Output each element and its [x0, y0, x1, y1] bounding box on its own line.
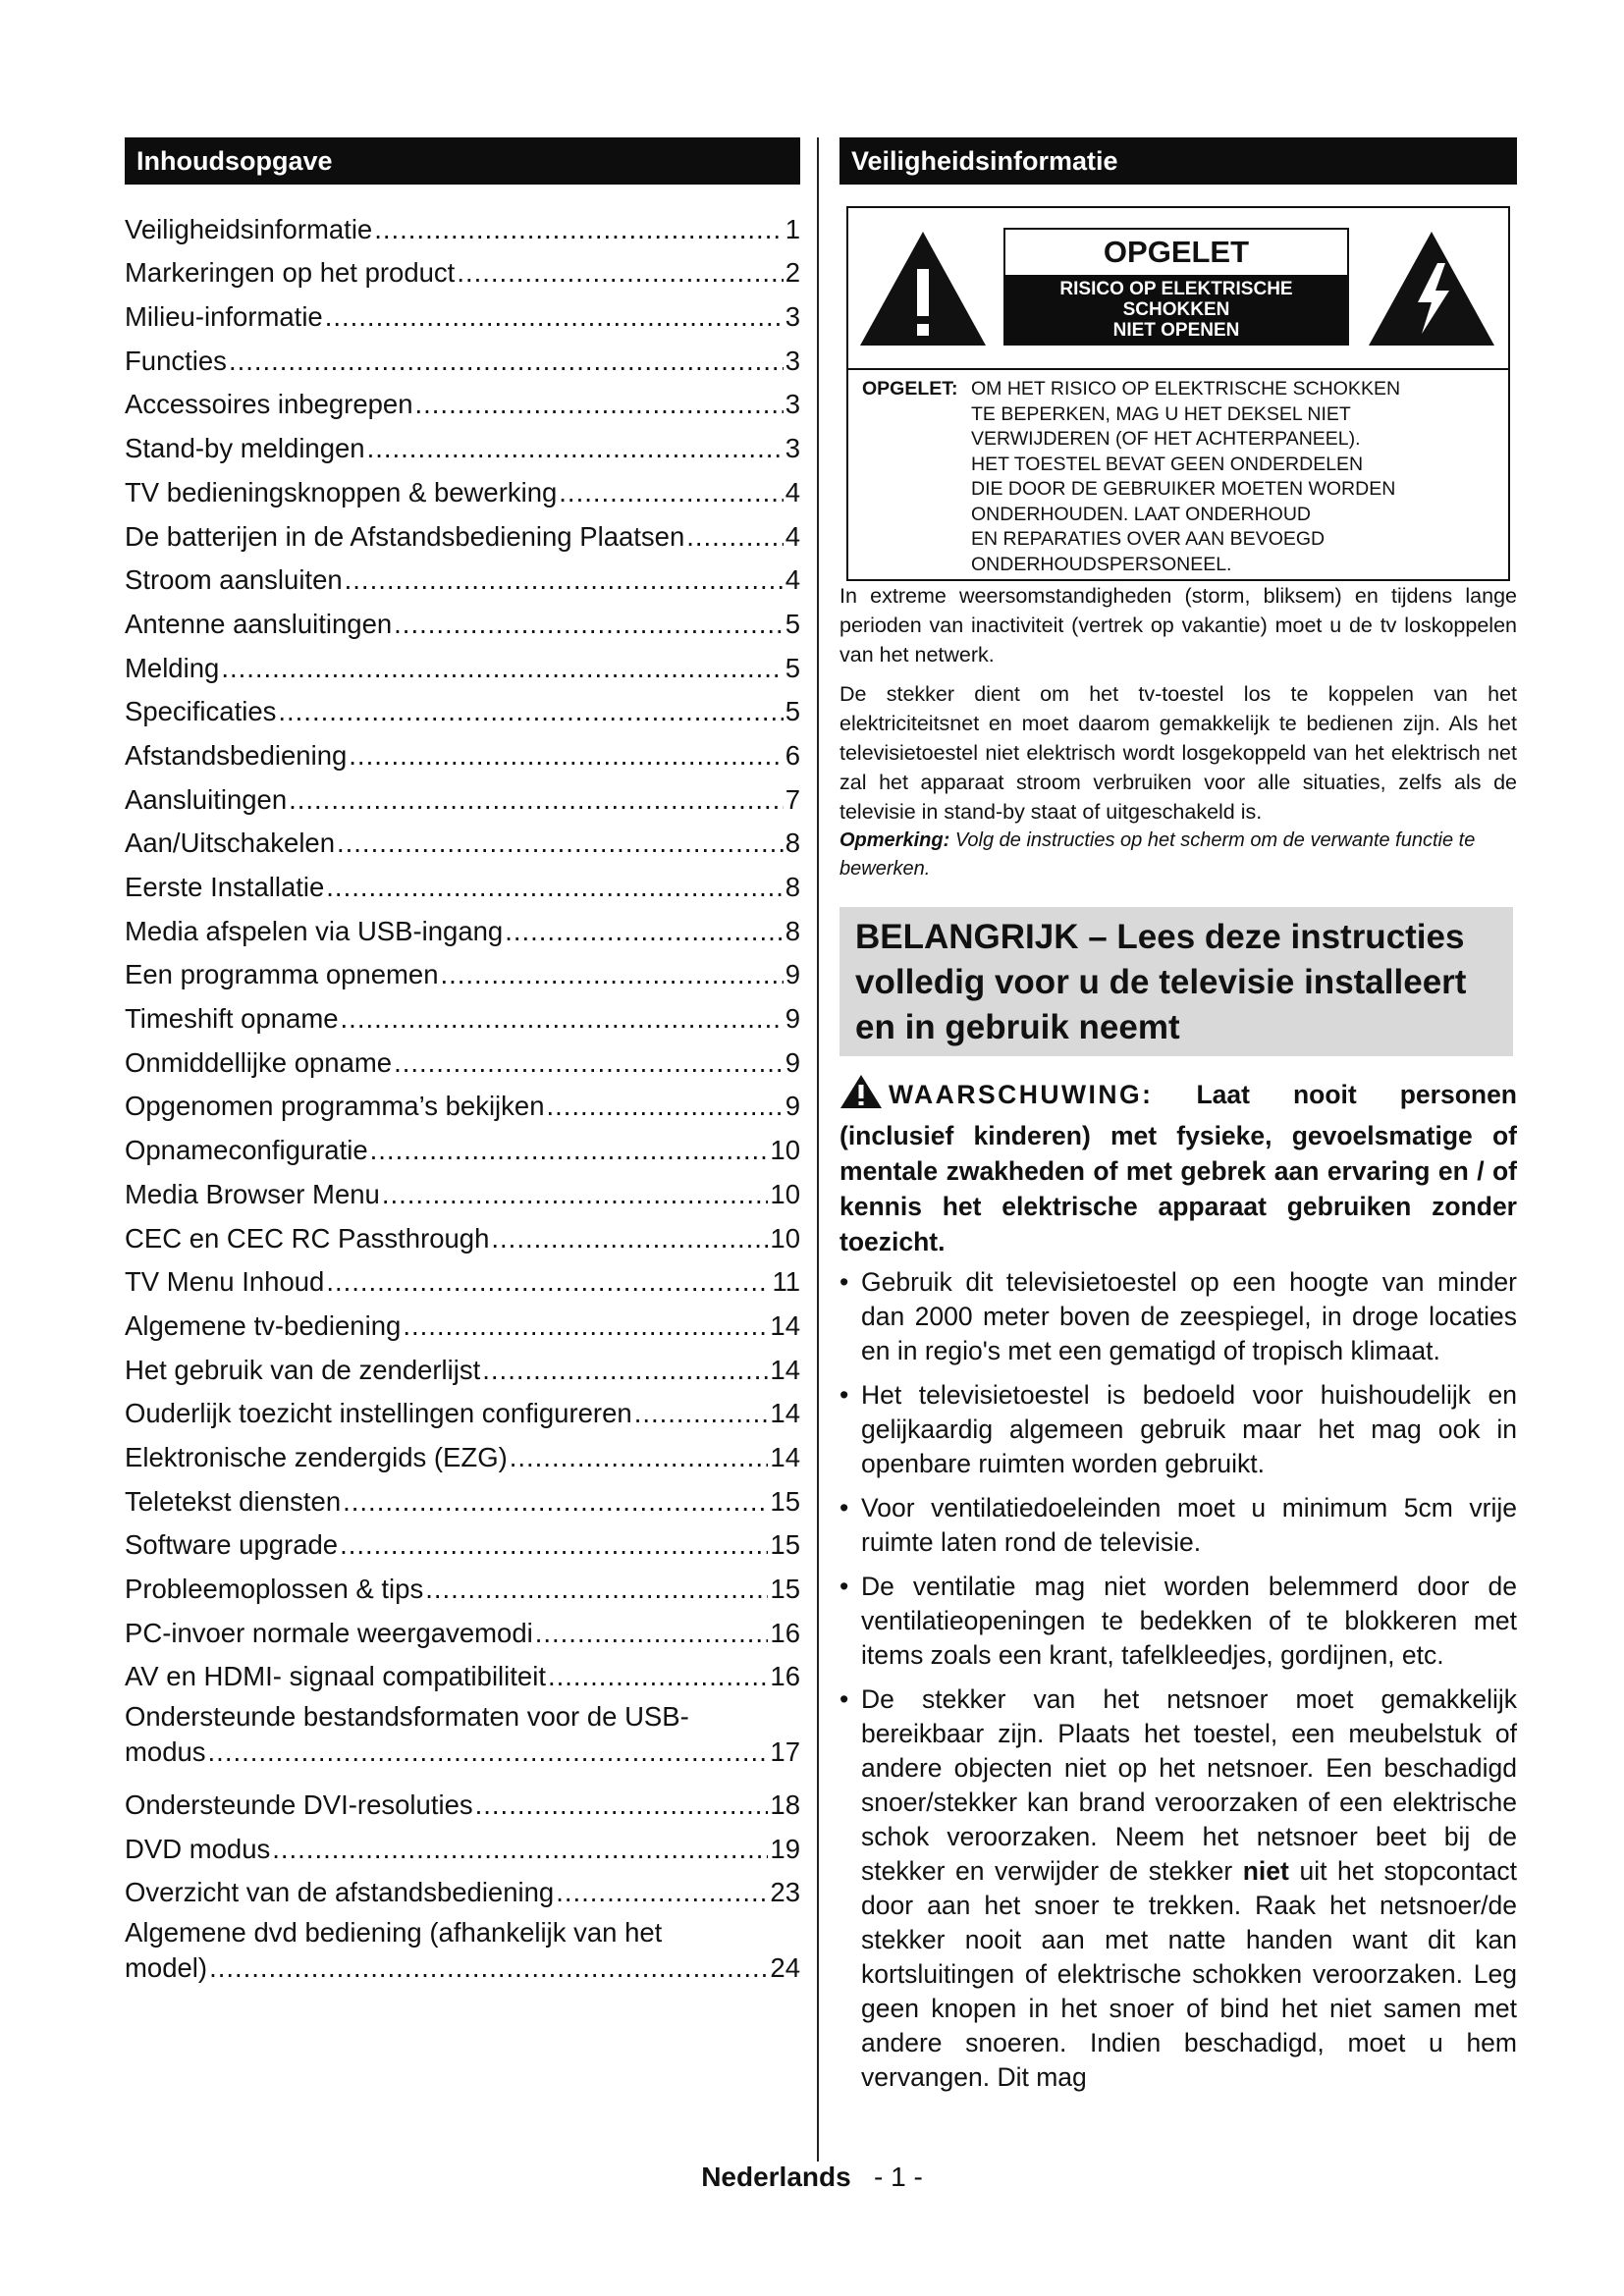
toc-entry-page: 3 [785, 433, 800, 464]
toc-entry-page: 14 [770, 1398, 800, 1429]
safety-header: Veiligheidsinformatie [839, 137, 1517, 185]
toc-entry [125, 1255, 800, 1300]
exclamation-triangle-icon [858, 230, 988, 352]
bullet-item: • Voor ventilatiedoeleinden moet u minimum 5cm vrije ruimte laten rond de televisie. [839, 1491, 1517, 1560]
toc-entry-page: 10 [770, 1135, 800, 1166]
toc-entry-title: Probleemoplossen & tips [125, 1574, 424, 1604]
toc-entry-title: Ondersteunde DVI-resoluties [125, 1789, 473, 1821]
toc-entry [125, 1519, 800, 1563]
toc-entry [125, 421, 800, 465]
toc-entry-title: Opgenomen programma’s bekijken [125, 1091, 545, 1122]
toc-entry [125, 1343, 800, 1387]
toc-entry [125, 509, 800, 554]
important-banner: BELANGRIJK – Lees deze instructies volledig voor u de televisie installeert en in gebruik neemt [839, 907, 1513, 1056]
toc-entry [125, 948, 800, 992]
toc-entry-title: Onmiddellijke opname [125, 1046, 393, 1078]
toc-dot-leader [482, 1354, 768, 1387]
toc-dot-leader [415, 388, 784, 421]
toc-entry-title: Software upgrade [125, 1529, 339, 1561]
toc-dot-leader [229, 345, 784, 378]
toc-entry-title: Stand-by meldingen [125, 433, 365, 464]
toc-entry-title: Overzicht van de afstandsbediening [125, 1877, 555, 1908]
toc-entry-title-line2: modus [125, 1736, 206, 1768]
caution-box [846, 206, 1510, 581]
toc-dot-leader [326, 871, 783, 904]
toc-entry [125, 1606, 800, 1650]
paragraph-weather: In extreme weersomstandigheden (storm, bliksem) en tijdens lange perioden van inactiviteit (vertrek op vakantie) moet u de tv loskoppelen van het netwerk. [839, 584, 1517, 667]
toc-dot-leader [535, 1617, 769, 1650]
caution-text-line-6: ONDERHOUDEN. LAAT ONDERHOUD [971, 503, 1311, 525]
toc-dot-leader [374, 213, 783, 246]
column-divider [817, 137, 819, 2162]
toc-dot-leader [349, 739, 783, 773]
caution-text-line-7: EN REPARATIES OVER AAN BEVOEGD [971, 528, 1326, 550]
toc-entry-page: 11 [772, 1266, 800, 1298]
toc-entry-page: 10 [770, 1222, 800, 1254]
toc-entry-title: Media afspelen via USB-ingang [125, 915, 504, 946]
toc-entry-page: 24 [770, 1952, 800, 1984]
toc-entry [125, 685, 800, 729]
toc-entry-page: 16 [770, 1617, 800, 1648]
bullet-item: • Gebruik dit televisietoestel op een hoogte van minder dan 2000 meter boven de zeespiegel, in droge locaties en in regio's met een gematigd of tropisch klimaat. [839, 1265, 1517, 1368]
note-text: Volg de instructies op het scherm om de verwante functie te bewerken. [839, 829, 1476, 880]
caution-text [862, 377, 1500, 577]
caution-line-1: RISICO OP ELEKTRISCHE [1059, 279, 1293, 299]
toc-entry [125, 728, 800, 773]
toc-entry [125, 1562, 800, 1606]
toc-entry-page: 7 [785, 783, 800, 815]
caution-text-label: OPGELET: [862, 378, 958, 400]
toc-dot-leader [382, 1178, 769, 1211]
toc-entry [125, 1123, 800, 1167]
toc-entry-page: 15 [770, 1574, 800, 1604]
toc-entry [125, 1650, 800, 1694]
bullet5-text-a: De stekker van het netsnoer moet gemakkelijk bereikbaar zijn. Plaats het toestel, een meubelstuk of andere objecten niet op het netsnoer. Een beschadigd snoer/stekker kan brand veroorzaken of een elektrische schok veroorzaken. Neem het netsnoer beet bij de stekker en verwijder de stekker [861, 1684, 1517, 1886]
toc-entry-title: Media Browser Menu [125, 1178, 380, 1209]
toc-entry-page: 8 [785, 828, 800, 859]
toc-entry [125, 1036, 800, 1080]
toc-dot-leader [326, 1265, 770, 1299]
caution-text-line-4: HET TOESTEL BEVAT GEEN ONDERDELEN [971, 453, 1364, 475]
toc-entry-page: 16 [770, 1661, 800, 1692]
toc-entry-page: 14 [770, 1354, 800, 1385]
toc-dot-leader [457, 256, 783, 290]
toc-entry-title: Milieu-informatie [125, 301, 323, 333]
toc-entry-page: 17 [770, 1736, 800, 1768]
toc-entry-title: Melding [125, 652, 220, 683]
warning-triangle-icon [839, 1074, 883, 1118]
toc-entry-page: 4 [785, 564, 800, 596]
toc-entry-page: 9 [785, 1091, 800, 1122]
toc-entry [125, 290, 800, 334]
toc-entry-page: 8 [785, 915, 800, 946]
toc-dot-leader [325, 300, 784, 334]
toc-entry [125, 1080, 800, 1124]
toc-entry-title: Teletekst diensten [125, 1485, 342, 1517]
toc-entry [125, 465, 800, 509]
toc-entry-title: Antenne aansluitingen [125, 608, 393, 639]
toc-entry-title-line1: Algemene dvd bediening (afhankelijk van het [125, 1917, 663, 1949]
toc-dot-leader [394, 608, 784, 641]
toc-entry-page: 3 [785, 301, 800, 333]
toc-entry-page: 19 [770, 1833, 800, 1864]
toc-entry-title: Afstandsbediening [125, 739, 348, 771]
toc-dot-leader [686, 520, 783, 554]
toc-entry [125, 1822, 800, 1866]
toc-entry-page: 23 [770, 1877, 800, 1908]
toc-dot-leader [337, 827, 784, 860]
toc-dot-leader [289, 783, 784, 817]
toc-entry-title: TV bedieningsknoppen & bewerking [125, 476, 558, 507]
lightning-triangle-icon [1367, 230, 1496, 352]
toc-entry [125, 904, 800, 948]
toc-dot-leader [425, 1573, 768, 1606]
toc-entry-title: Timeshift opname [125, 1003, 339, 1035]
toc-entry-title: Accessoires inbegrepen [125, 389, 413, 420]
toc-entry-page: 5 [785, 608, 800, 639]
toc-entry [125, 1866, 800, 1910]
toc-entry-title: PC-invoer normale weergavemodi [125, 1617, 533, 1648]
toc-entry-title: Aan/Uitschakelen [125, 828, 336, 859]
caution-text-line-1: OM HET RISICO OP ELEKTRISCHE SCHOKKEN [971, 378, 1401, 400]
toc-entry-title: Veiligheidsinformatie [125, 213, 373, 244]
toc-entry-page: 1 [785, 213, 800, 244]
caution-text-line-8: ONDERHOUDSPERSONEEL. [971, 553, 1232, 575]
toc-entry [125, 246, 800, 291]
toc-entry-title-line2: model) [125, 1952, 208, 1984]
toc-entry-page: 8 [785, 872, 800, 902]
toc-list [125, 202, 800, 1994]
toc-entry [125, 1778, 800, 1822]
toc-entry-page: 14 [770, 1441, 800, 1472]
toc-dot-leader [345, 563, 784, 597]
toc-entry [125, 1167, 800, 1211]
toc-entry-title: CEC en CEC RC Passthrough [125, 1222, 490, 1254]
paragraph-plug: De stekker dient om het tv-toestel los te koppelen van het elektriciteitsnet en moet daarom gemakkelijk te bedienen zijn. Als het televisietoestel niet elektrisch wordt losgekoppeld van het elektrisch net zal het apparaat stroom verbruiken voor alle situaties, zelfs als de televisie in stand-by staat of uitgeschakeld is. [839, 682, 1517, 824]
toc-entry-title: Eerste Installatie [125, 872, 325, 902]
toc-entry-title: Een programma opnemen [125, 959, 439, 990]
toc-entry [125, 1430, 800, 1474]
toc-entry-title: Opnameconfiguratie [125, 1135, 368, 1166]
warning-text: Laat nooit personen (inclusief kinderen) met fysieke, gevoelsmatige of mentale zwakheden of met gebrek aan ervaring en / of kennis het elektrische apparaat gebruiken zonder toezicht. [839, 1080, 1517, 1256]
toc-entry-page: 3 [785, 389, 800, 420]
caution-text-line-5: DIE DOOR DE GEBRUIKER MOETEN WORDEN [971, 478, 1396, 500]
toc-entry-title: AV en HDMI- signaal compatibiliteit [125, 1661, 546, 1692]
toc-entry [125, 554, 800, 598]
toc-entry [125, 641, 800, 685]
bullet-item: • De ventilatie mag niet worden belemmerd door de ventilatieopeningen te bedekken of te blokkeren met items zoals een krant, tafelkleedjes, gordijnen, etc. [839, 1570, 1517, 1673]
toc-dot-leader [340, 1528, 768, 1562]
note-paragraph [839, 827, 1517, 883]
toc-entry-page: 15 [770, 1485, 800, 1517]
caution-line-2: SCHOKKEN [1122, 299, 1230, 320]
toc-entry-page: 4 [785, 476, 800, 507]
toc-entry [125, 1387, 800, 1431]
toc-dot-leader [510, 1441, 769, 1474]
toc-dot-leader [370, 1134, 769, 1167]
toc-entry-page: 14 [770, 1309, 800, 1341]
toc-dot-leader [634, 1397, 769, 1430]
warning-label: WAARSCHUWING: [889, 1080, 1154, 1109]
toc-dot-leader [403, 1309, 768, 1343]
toc-entry-page: 15 [770, 1529, 800, 1561]
toc-dot-leader [209, 1950, 768, 1986]
toc-dot-leader [278, 695, 783, 728]
toc-entry-page: 6 [785, 739, 800, 771]
toc-entry-page: 2 [785, 257, 800, 289]
toc-entry-title: De batterijen in de Afstandsbediening Plaatsen [125, 520, 685, 552]
toc-dot-leader [556, 1876, 768, 1909]
toc-dot-leader [394, 1046, 784, 1080]
caution-top [848, 208, 1508, 370]
toc-entry [125, 597, 800, 641]
toc-entry-title: Algemene tv-bediening [125, 1309, 402, 1341]
toc-header: Inhoudsopgave [125, 137, 800, 185]
toc-entry-title: Functies [125, 345, 227, 376]
toc-dot-leader [559, 476, 783, 509]
toc-dot-leader [475, 1789, 769, 1822]
caution-subtitle [1005, 275, 1347, 344]
toc-entry-page: 9 [785, 1046, 800, 1078]
toc-dot-leader [548, 1660, 768, 1693]
toc-dot-leader [505, 915, 783, 948]
toc-entry [125, 773, 800, 817]
caution-label-box [1003, 228, 1349, 346]
toc-entry-title: Specificaties [125, 696, 277, 727]
toc-dot-leader [441, 958, 784, 991]
caution-line-3: NIET OPENEN [1112, 320, 1240, 341]
toc-entry [125, 378, 800, 422]
toc-entry-page: 5 [785, 652, 800, 683]
footer-page-number: - 1 - [874, 2162, 923, 2192]
warning-paragraph [839, 1074, 1517, 1259]
toc-entry-page: 9 [785, 959, 800, 990]
toc-entry [125, 334, 800, 378]
toc-entry [125, 817, 800, 861]
toc-entry-page: 9 [785, 1003, 800, 1035]
safety-bullet-list [839, 1265, 1517, 2095]
toc-entry [125, 1211, 800, 1255]
toc-entry-title: DVD modus [125, 1833, 271, 1864]
bullet5-text-b: uit het stopcontact door aan het snoer te trekken. Raak het netsnoer/de stekker nooit aan met natte handen want dit kan kortsluitingen of elektrische schokken veroorzaken. Leg geen knopen in het snoer of bind het niet samen met andere snoeren. Indien beschadigd, moet u hem vervangen. Dit mag [861, 1856, 1517, 2092]
toc-dot-leader [491, 1222, 768, 1255]
toc-dot-leader [547, 1090, 784, 1123]
toc-entry-title: Stroom aansluiten [125, 564, 343, 596]
caution-title: OPGELET [1005, 230, 1347, 275]
toc-entry-page: 4 [785, 520, 800, 552]
toc-entry-title: Aansluitingen [125, 783, 288, 815]
toc-entry-title: Elektronische zendergids (EZG) [125, 1441, 508, 1472]
toc-entry-page: 10 [770, 1178, 800, 1209]
toc-entry-multiline [125, 1693, 800, 1778]
note-label: Opmerking: [839, 829, 950, 851]
toc-dot-leader [272, 1833, 768, 1866]
toc-dot-leader [343, 1485, 768, 1519]
safety-info-column [839, 137, 1517, 2105]
caution-text-line-3: VERWIJDEREN (OF HET ACHTERPANEEL). [971, 428, 1361, 450]
table-of-contents-column [125, 137, 800, 1994]
page-footer [0, 2162, 1624, 2193]
toc-entry-title: Het gebruik van de zenderlijst [125, 1354, 481, 1385]
toc-entry [125, 860, 800, 904]
bullet-item-power-cord [839, 1682, 1517, 2095]
toc-entry [125, 1474, 800, 1519]
toc-entry-title-line1: Ondersteunde bestandsformaten voor de USB- [125, 1701, 689, 1733]
toc-entry [125, 1299, 800, 1343]
footer-language: Nederlands [701, 2162, 851, 2192]
toc-entry-page: 18 [770, 1789, 800, 1821]
bullet5-bold: niet [1242, 1856, 1289, 1886]
toc-dot-leader [208, 1735, 769, 1770]
toc-dot-leader [221, 652, 783, 685]
toc-entry [125, 202, 800, 246]
toc-entry-page: 5 [785, 696, 800, 727]
toc-entry-title: Ouderlijk toezicht instellingen configureren [125, 1398, 632, 1429]
toc-entry-page: 3 [785, 345, 800, 376]
toc-entry-multiline [125, 1909, 800, 1994]
toc-entry-title: Markeringen op het product [125, 257, 456, 289]
toc-dot-leader [341, 1002, 784, 1036]
toc-entry-title: TV Menu Inhoud [125, 1266, 325, 1298]
toc-entry [125, 991, 800, 1036]
caution-text-line-2: TE BEPERKEN, MAG U HET DEKSEL NIET [971, 402, 1351, 425]
toc-dot-leader [367, 432, 784, 465]
bullet-item: • Het televisietoestel is bedoeld voor huishoudelijk en gelijkaardig algemeen gebruik maar het mag ook in openbare ruimten worden gebruikt. [839, 1378, 1517, 1481]
